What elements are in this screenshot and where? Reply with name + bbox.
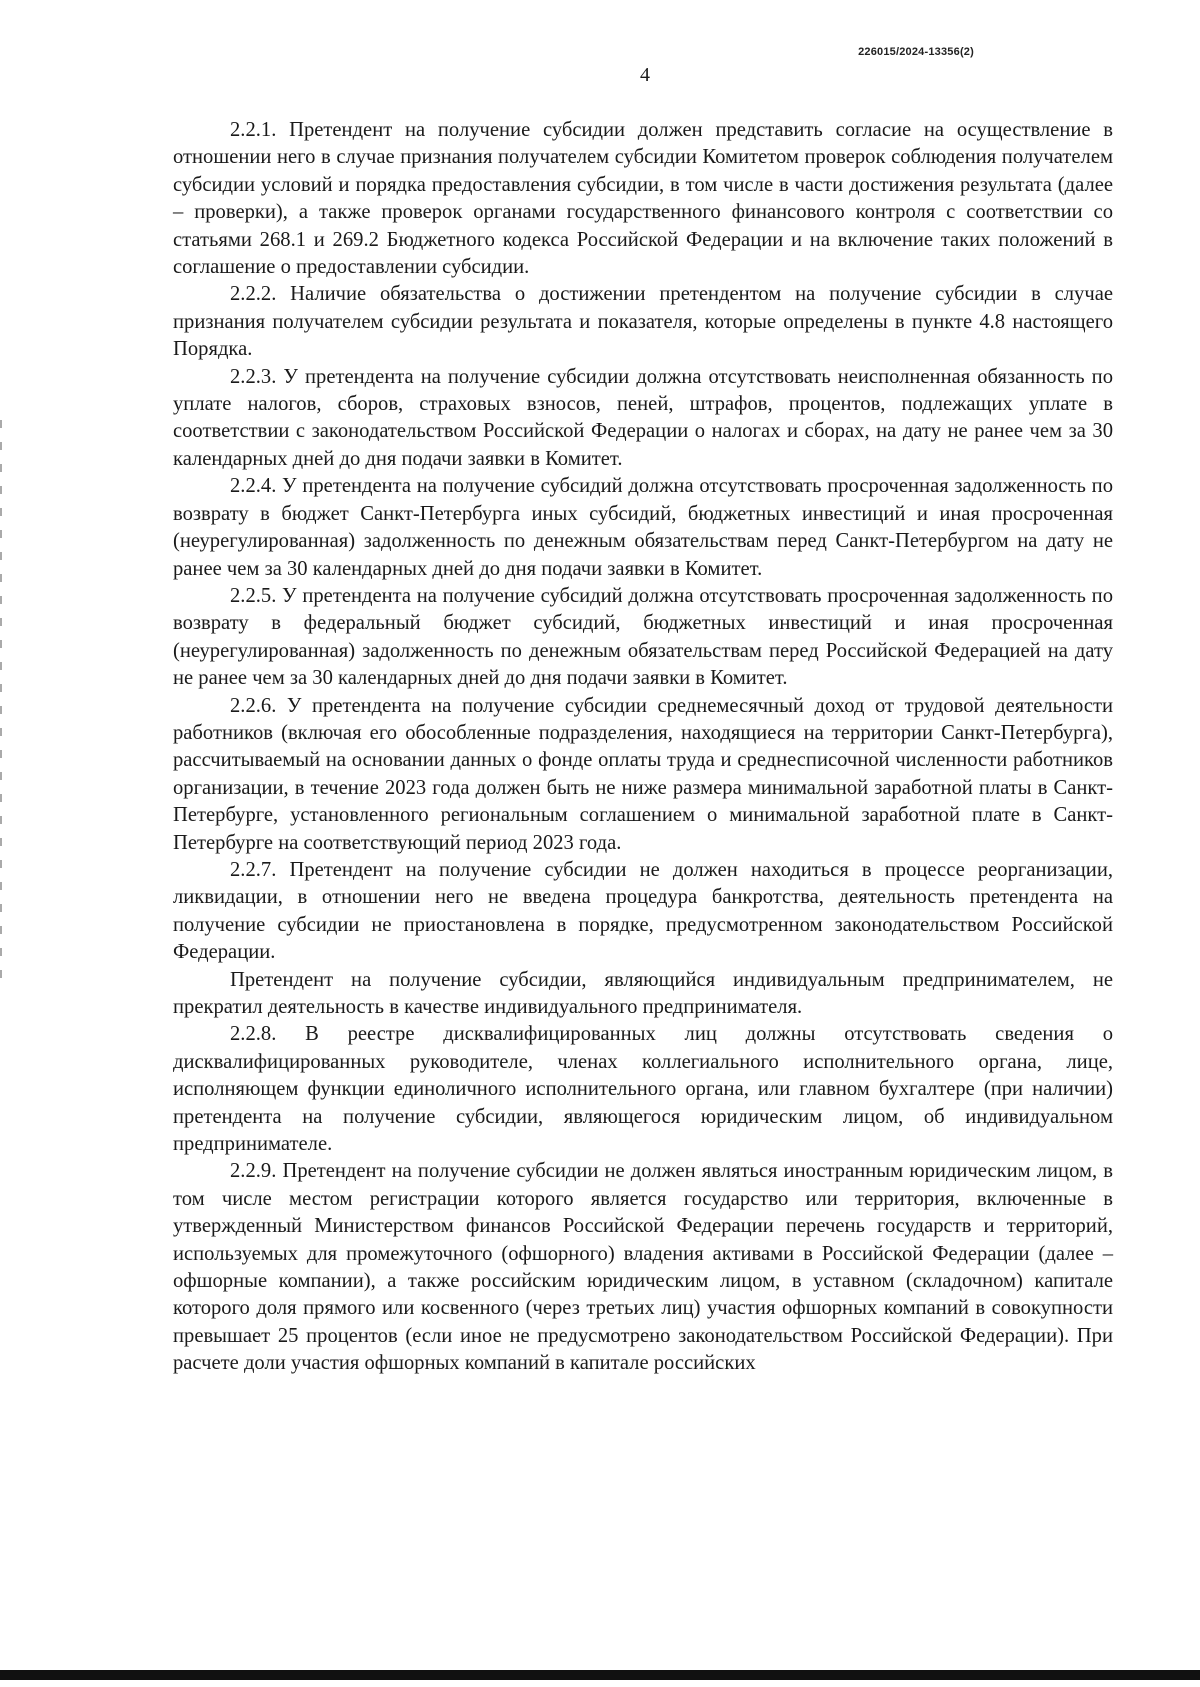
page-number: 4 <box>640 64 650 86</box>
paragraph-2-2-6: 2.2.6. У претендента на получение субсидии среднемесячный доход от трудовой деятельности работников (включая его обособленные подразделения, находящиеся на территории Санкт-Петербурга), рассчитываемый на основании данных о фонде оплаты труда и среднесписочной численности работников организации, в течение 2023 года должен быть не ниже размера минимальной заработной платы в Санкт-Петербурге, установленного региональным соглашением о минимальной заработной плате в Санкт-Петербурге на соответствующий период 2023 года. <box>173 694 1113 854</box>
paragraph-2-2-3: 2.2.3. У претендента на получение субсидии должна отсутствовать неисполненная обязанность по уплате налогов, сборов, страховых взносов, пеней, штрафов, процентов, подлежащих уплате в соответствии с законодательством Российской Федерации о налогах и сборах, на дату не ранее чем за 30 календарных дней до дня подачи заявки в Комитет. <box>173 365 1113 470</box>
paragraph-2-2-1: 2.2.1. Претендент на получение субсидии должен представить согласие на осуществление в отношении него в случае признания получателем субсидии Комитетом проверок соблюдения получателем субсидии условий и порядка предоставления субсидии, в том числе в части достижения результата (далее – проверки), а также проверок органами государственного финансового контроля с соответствии со статьями 268.1 и 269.2 Бюджетного кодекса Российской Федерации и на включение таких положений в соглашение о предоставлении субсидии. <box>173 119 1113 279</box>
paragraph-2-2-7: 2.2.7. Претендент на получение субсидии не должен находиться в процессе реорганизации, ликвидации, в отношении него не введена процедура банкротства, деятельность претендента на получение субсидии не приостановлена в порядке, предусмотренном законодательством Российской Федерации. <box>173 858 1113 964</box>
scan-edge-bottom-artifact <box>0 1670 1200 1680</box>
paragraph-2-2-7-entrepreneur: Претендент на получение субсидии, являющийся индивидуальным предпринимателем, не прекратил деятельность в качестве индивидуального предпринимателя. <box>173 968 1113 1018</box>
paragraph-2-2-2: 2.2.2. Наличие обязательства о достижении претендентом на получение субсидии в случае признания получателем субсидии результата и показателя, которые определены в пункте 4.8 настоящего Порядка. <box>173 283 1113 361</box>
paragraph-2-2-8: 2.2.8. В реестре дисквалифицированных лиц должны отсутствовать сведения о дисквалифицированных руководителе, членах коллегиального исполнительного органа, лице, исполняющем функции единоличного исполнительного органа, или главном бухгалтере (при наличии) претендента на получение субсидии, являющегося юридическим лицом, об индивидуальном предпринимателе. <box>173 1023 1113 1156</box>
document-body <box>173 117 1113 1378</box>
paragraph-2-2-4: 2.2.4. У претендента на получение субсидий должна отсутствовать просроченная задолженность по возврату в бюджет Санкт-Петербурга иных субсидий, бюджетных инвестиций и иная просроченная (неурегулированная) задолженность по денежным обязательствам перед Санкт-Петербургом на дату не ранее чем за 30 календарных дней до дня подачи заявки в Комитет. <box>173 475 1113 580</box>
scan-edge-artifact <box>0 420 2 980</box>
document-registration-number: 226015/2024-13356(2) <box>858 46 974 58</box>
paragraph-2-2-5: 2.2.5. У претендента на получение субсидий должна отсутствовать просроченная задолженность по возврату в федеральный бюджет субсидий, бюджетных инвестиций и иная просроченная (неурегулированная) задолженность по денежным обязательствам перед Российской Федерацией на дату не ранее чем за 30 календарных дней до дня подачи заявки в Комитет. <box>173 584 1113 690</box>
paragraph-2-2-9: 2.2.9. Претендент на получение субсидии не должен являться иностранным юридическим лицом, в том числе местом регистрации которого является государство или территория, включенные в утвержденный Министерством финансов Российской Федерации перечень государств и территорий, используемых для промежуточного (офшорного) владения активами в Российской Федерации (далее – офшорные компании), а также российским юридическим лицом, в уставном (складочном) капитале которого доля прямого или косвенного (через третьих лиц) участия офшорных компаний в совокупности превышает 25 процентов (если иное не предусмотрено законодательством Российской Федерации). При расчете доли участия офшорных компаний в капитале российских <box>173 1160 1113 1375</box>
